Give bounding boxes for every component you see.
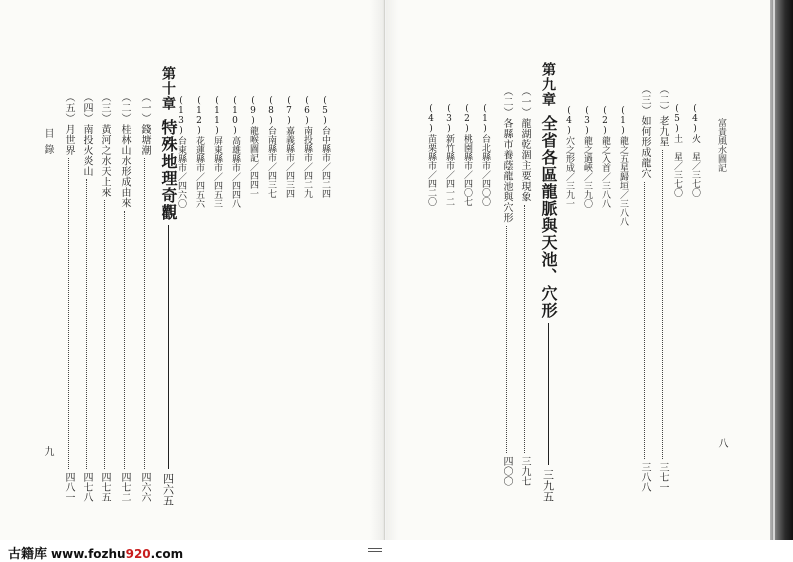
section-mark: （三） (99, 92, 110, 124)
dot-leader (86, 179, 87, 469)
toc-entry[interactable] (498, 86, 514, 486)
section-page: 四七二 (119, 472, 130, 502)
chapter-heading: 第九章 (540, 62, 556, 107)
dot-leader (644, 182, 645, 460)
dot-leader (104, 200, 105, 469)
sub-item[interactable]: (3)龍之過峽／三九〇 (582, 106, 592, 208)
dot-leader (124, 211, 125, 470)
sub-item[interactable]: (6)南投縣市／四二九 (302, 96, 312, 198)
section-mark: （五） (63, 92, 74, 124)
section-title: 月世界 (63, 123, 74, 155)
section-title: 各縣市養蔭龍池與穴形 (501, 117, 512, 223)
section-mark: （二） (501, 86, 512, 118)
section-page: 四八一 (63, 472, 74, 502)
sub-item[interactable]: (2)桃園縣市／四〇七 (462, 104, 472, 206)
section-page: 四〇〇 (501, 456, 512, 486)
right-page (386, 0, 770, 540)
chapter-rule (548, 323, 549, 465)
section-mark: （二） (119, 92, 130, 124)
running-head-left: 目錄 (42, 128, 53, 160)
section-page: 四七八 (81, 472, 92, 502)
section-page: 四七五 (99, 472, 110, 502)
sub-item[interactable]: (7)嘉義縣市／四三四 (284, 96, 294, 198)
site-watermark[interactable] (8, 543, 183, 562)
url-suffix: .com (150, 547, 184, 561)
watermark-url (51, 547, 183, 561)
section-title: 黃河之水天上來 (99, 123, 110, 197)
book-gutter (370, 0, 398, 540)
running-head-right: 富貴風水圖記 (716, 118, 726, 172)
section-page: 三八八 (639, 462, 650, 492)
toc-entry[interactable] (516, 86, 532, 486)
sub-item[interactable]: (13)台東縣市／四六〇 (176, 96, 186, 208)
chapter-10-entry[interactable] (158, 66, 178, 506)
sub-item[interactable]: (9)龍喉圖記／四四一 (248, 96, 258, 198)
dot-leader (524, 205, 525, 454)
section-page: 三七一 (657, 462, 668, 492)
sub-item[interactable]: (4)穴之形成／三九一 (564, 106, 574, 208)
chapter-9-entry[interactable] (538, 62, 558, 502)
chapter-heading: 第十章 (160, 66, 176, 111)
section-title: 龍湖乾涸主要現象 (519, 117, 530, 202)
chapter-title: 特殊地理奇觀 (159, 119, 178, 221)
url-accent: 920 (125, 547, 151, 561)
sub-item[interactable]: (4)苗栗縣市／四二〇 (426, 104, 436, 206)
sub-item[interactable]: (5)土 星／三七〇 (672, 104, 682, 197)
left-page (0, 0, 385, 540)
sub-item[interactable]: (3)新竹縣市／四一二 (444, 104, 454, 206)
toc-entry[interactable] (60, 92, 76, 502)
scan-mark (368, 548, 382, 552)
sub-item[interactable]: (8)台南縣市／四三七 (266, 96, 276, 198)
sub-item[interactable]: (1)龍之五星歸垣／三八八 (618, 106, 628, 226)
url-prefix: www.fozhu (51, 547, 126, 561)
sub-item[interactable]: (2)龍之入首／三八八 (600, 106, 610, 208)
dot-leader (506, 226, 507, 454)
section-mark: （一） (139, 92, 150, 124)
toc-entry[interactable] (78, 92, 94, 502)
toc-entry[interactable] (636, 84, 652, 492)
section-title: （二）老九星 (657, 84, 668, 147)
dot-leader (144, 158, 145, 469)
section-mark: （四） (81, 92, 92, 124)
chapter-page: 三九五 (541, 469, 555, 502)
watermark-label: 古籍库 (8, 547, 48, 562)
section-title: 南投火炎山 (81, 123, 92, 176)
section-page: 三九七 (519, 456, 530, 486)
sub-item[interactable]: (1)台北縣市／四〇〇 (480, 104, 490, 206)
chapter-rule (168, 225, 169, 469)
sub-item[interactable]: (11)屏東縣市／四五三 (212, 96, 222, 208)
section-title: （三）如何形成龍穴 (639, 84, 650, 179)
toc-entry[interactable] (654, 84, 670, 492)
folio-left: 九 (42, 446, 53, 456)
section-title: 桂林山水形成由來 (119, 123, 130, 208)
toc-entry[interactable] (96, 92, 112, 502)
section-title: 錢塘潮 (139, 123, 150, 155)
sub-item[interactable]: (4)火 星／三七〇 (690, 104, 700, 197)
sub-item[interactable]: (12)花蓮縣市／四五六 (194, 96, 204, 208)
folio-right: 八 (716, 438, 727, 448)
dot-leader (68, 158, 69, 469)
toc-entry[interactable] (136, 92, 152, 502)
sub-item[interactable]: (5)台中縣市／四二四 (320, 96, 330, 198)
sub-item[interactable]: (10)高雄縣市／四四八 (230, 96, 240, 208)
chapter-title: 全省各區龍脈與天池、穴形 (539, 115, 558, 319)
dot-leader (662, 150, 663, 459)
section-page: 四六六 (139, 472, 150, 502)
toc-entry[interactable] (116, 92, 132, 502)
section-mark: （一） (519, 86, 530, 118)
chapter-page: 四六五 (161, 473, 175, 506)
scan-edge-shadow (770, 0, 793, 540)
